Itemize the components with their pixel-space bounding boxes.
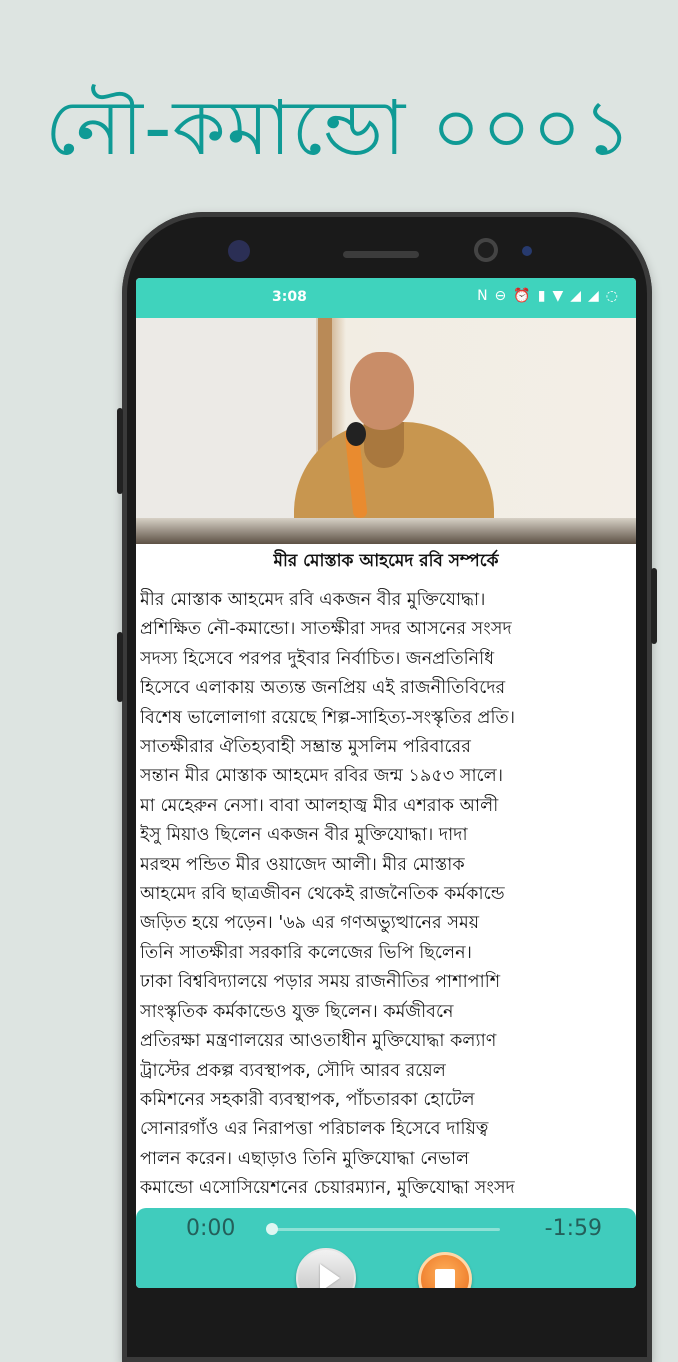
profile-photo (136, 318, 636, 544)
earpiece-speaker (343, 251, 419, 258)
play-button[interactable] (296, 1248, 356, 1288)
microphone-icon (346, 422, 366, 446)
article-body[interactable]: মীর মোস্তাক আহমেদ রবি একজন বীর মুক্তিযোদ্ধা। প্রশিক্ষিত নৌ-কমান্ডো। সাতক্ষীরা সদর আসনের সংসদ সদস্য হিসেবে পরপর দুইবার নির্বাচিত। জনপ্রতিনিধি হিসেবে এলাকায় অত্যন্ত জনপ্রিয় এই রাজনীতিবিদের বিশেষ ভালোলাগা রয়েছে শিল্প-সাহিত্য-সংস্কৃতির প্রতি। সাতক্ষীরার ঐতিহ্যবাহী সম্ভ্রান্ত মুসলিম পরিবারের সন্তান মীর মোস্তাক আহমেদ রবির জন্ম ১৯৫৩ সালে। মা মেহেরুন নেসা। বাবা আলহাজ্ব মীর এশরাক আলী ইসু মিয়াও ছিলেন একজন বীর মুক্তিযোদ্ধা। দাদা মরহুম পন্ডিত মীর ওয়াজেদ আলী। মীর মোস্তাক আহমেদ রবি ছাত্রজীবন থেকেই রাজনৈতিক কর্মকান্ডে জড়িত হয়ে পড়েন। '৬৯ এর গণঅভ্যুত্থানের সময় তিনি সাতক্ষীরা সরকারি কলেজের ভিপি ছিলেন। ঢাকা বিশ্ববিদ্যালয়ে পড়ার সময় রাজনীতির পাশাপাশি সাংস্কৃতিক কর্মকান্ডেও যুক্ত ছিলেন। কর্মজীবনে প্রতিরক্ষা মন্ত্রণালয়ের আওতাধীন মুক্তিযোদ্ধা কল্যাণ ট্রাস্টের প্রকল্প ব্যবস্থাপক, সৌদি আরব রয়েল কমিশনের সহকারী ব্যবস্থাপক, পাঁচতারকা হোটেল সোনারগাঁও এর নিরাপত্তা পরিচালক হিসেবে দায়িত্ব পালন করেন। এছাড়াও তিনি মুক্তিযোদ্ধা নেভাল কমান্ডো এসোসিয়েশনের চেয়ারম্যান, মুক্তিযোদ্ধা সংসদ (140, 590, 515, 1199)
promo-title: নৌ-কমান্ডো ০০০১ (45, 83, 633, 172)
seek-bar[interactable] (270, 1228, 500, 1231)
bixby-button (117, 632, 123, 702)
front-camera-icon (474, 238, 498, 262)
iris-sensor-icon (522, 246, 532, 256)
alarm-icon: ⏰ (513, 288, 531, 304)
loading-icon: ◌ (605, 288, 618, 304)
status-time: 3:08 (272, 289, 307, 305)
seek-thumb[interactable] (266, 1223, 278, 1235)
power-button (651, 568, 657, 644)
stop-button[interactable] (418, 1252, 472, 1288)
photo-caption: মীর মোস্তাক আহমেদ রবি সম্পর্কে (273, 551, 499, 571)
volume-button (117, 408, 123, 494)
nfc-icon: N (477, 288, 488, 304)
phone-frame (122, 212, 652, 1362)
status-icons (477, 287, 618, 305)
app-screen (136, 278, 636, 1288)
signal-icon: ◢ (570, 288, 581, 304)
signal-icon-2: ◢ (588, 288, 599, 304)
time-remaining: -1:59 (544, 1216, 602, 1241)
dnd-icon: ⊖ (494, 288, 507, 304)
vibrate-icon: ▮ (537, 288, 546, 304)
time-elapsed: 0:00 (186, 1216, 236, 1241)
audio-player (136, 1208, 636, 1288)
wifi-icon: ▼ (552, 288, 564, 304)
front-sensor-icon (228, 240, 250, 262)
status-bar (136, 278, 636, 318)
